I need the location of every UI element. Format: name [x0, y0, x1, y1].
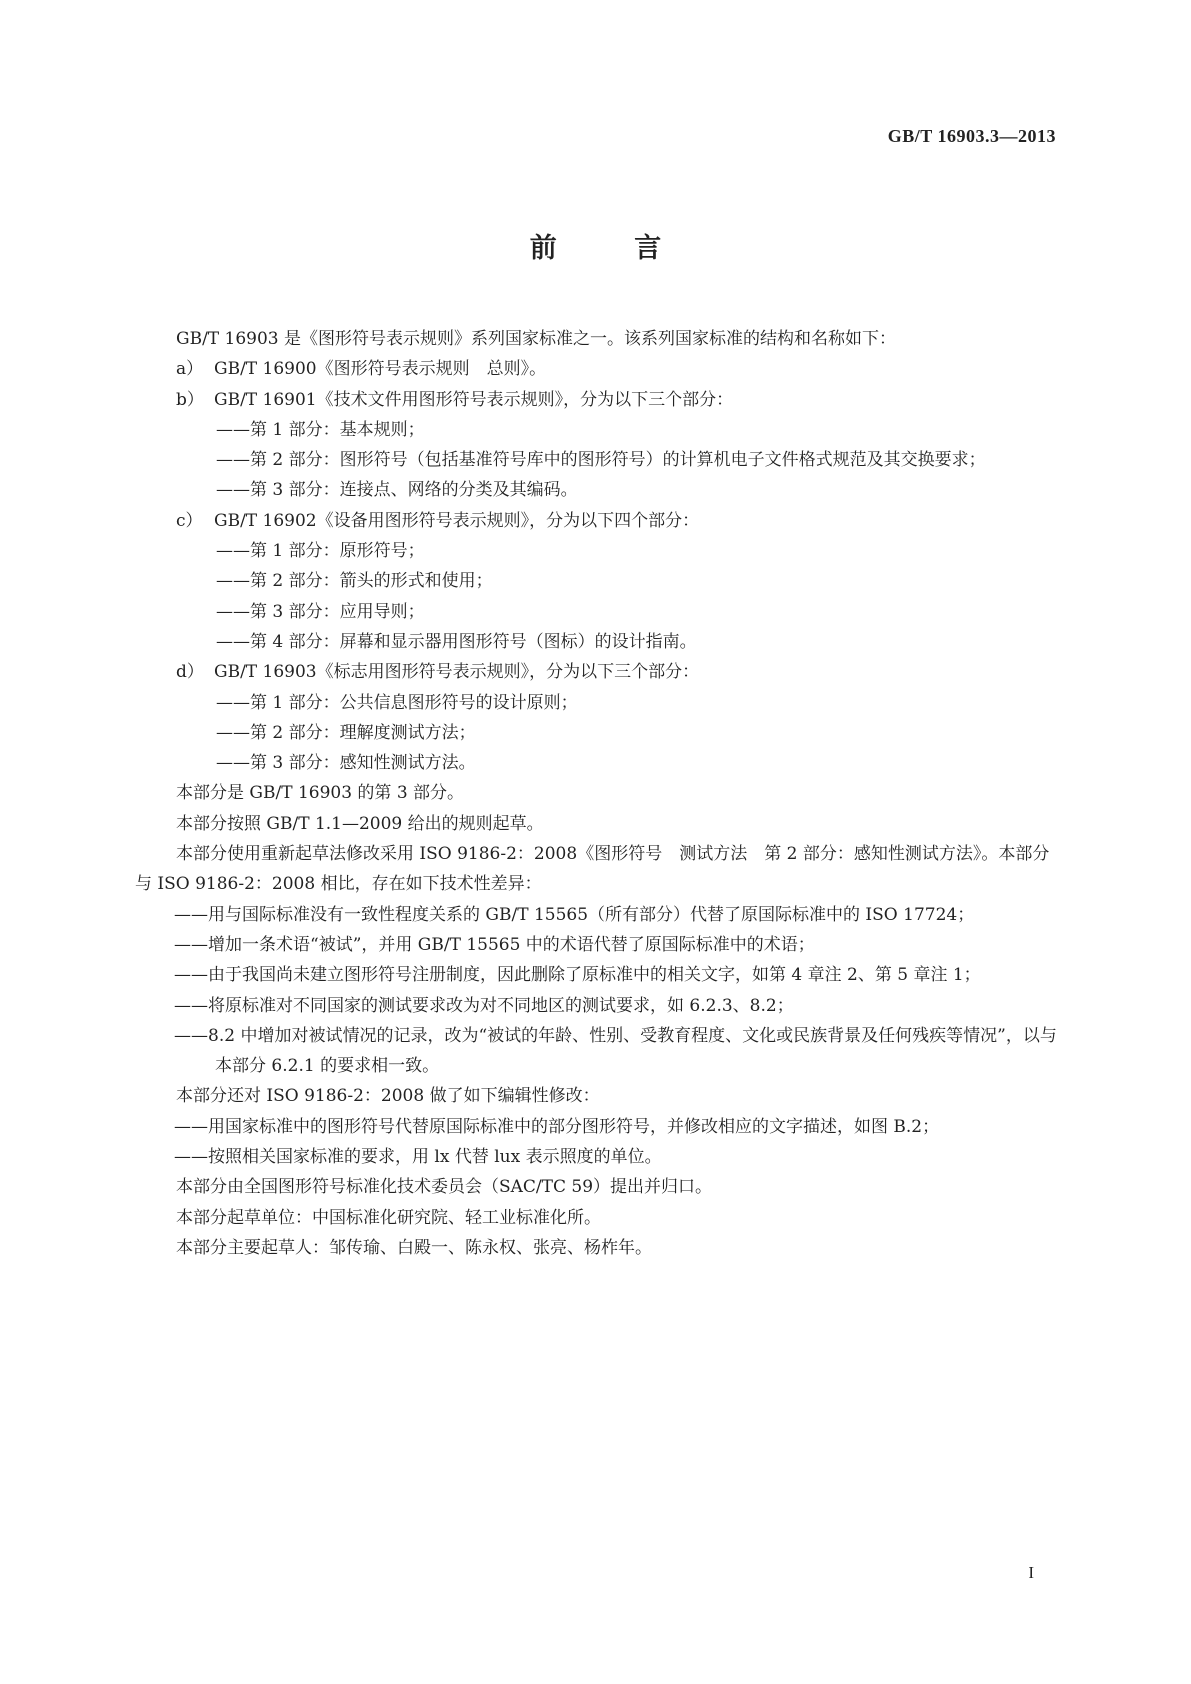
preface-body: [135, 324, 1057, 1263]
part-line: ——第 2 部分：理解度测试方法；: [216, 722, 476, 743]
series-item-d: [135, 657, 1057, 687]
part-line: ——第 1 部分：原形符号；: [216, 541, 425, 562]
series-item-a: [135, 354, 1057, 384]
item-text: GB/T 16902《设备用图形符号表示规则》，分为以下四个部分：: [214, 510, 700, 531]
difference-item: ——增加一条术语“被试”，并用 GB/T 15565 中的术语代替了原国际标准中的术语；: [174, 934, 815, 955]
part-line: ——第 2 部分：箭头的形式和使用；: [216, 571, 493, 592]
drafting-units-paragraph: 本部分起草单位：中国标准化研究院、轻工业标准化所。: [176, 1207, 601, 1228]
drafters-paragraph: 本部分主要起草人：邹传瑜、白殿一、陈永权、张亮、杨柞年。: [176, 1237, 652, 1258]
item-text: GB/T 16903《标志用图形符号表示规则》，分为以下三个部分：: [214, 662, 700, 683]
standard-code: GB/T 16903.3—2013: [887, 126, 1056, 146]
editorial-item: ——用国家标准中的图形符号代替原国际标准中的部分图形符号，并修改相应的文字描述，如图 B.2；: [174, 1116, 940, 1137]
item-label: b）: [176, 389, 204, 410]
series-item-c: [135, 506, 1057, 536]
intro-paragraph: GB/T 16903 是《图形符号表示规则》系列国家标准之一。该系列国家标准的结构和名称如下：: [176, 329, 897, 349]
part-line: ——第 1 部分：公共信息图形符号的设计原则；: [216, 692, 578, 713]
item-label: c）: [176, 510, 203, 531]
difference-item: ——由于我国尚未建立图形符号注册制度，因此删除了原标准中的相关文字，如第 4 章注 2、第 5 章注 1；: [174, 965, 981, 986]
page-title: 前 言: [529, 233, 696, 264]
part-line: ——第 2 部分：图形符号（包括基准符号库中的图形符号）的计算机电子文件格式规范及其交换要求；: [216, 450, 986, 471]
series-item-b: [135, 385, 1057, 415]
part-line: ——第 3 部分：感知性测试方法。: [216, 753, 476, 774]
editorial-paragraph: 本部分还对 ISO 9186-2：2008 做了如下编辑性修改：: [176, 1086, 600, 1107]
difference-item: ——用与国际标准没有一致性程度关系的 GB/T 15565（所有部分）代替了原国际标准中的 ISO 17724；: [174, 904, 975, 925]
item-text: GB/T 16900《图形符号表示规则 总则》。: [214, 359, 547, 380]
item-label: a）: [176, 359, 204, 380]
part-line: ——第 4 部分：屏幕和显示器用图形符号（图标）的设计指南。: [216, 631, 697, 652]
part-line: ——第 3 部分：连接点、网络的分类及其编码。: [216, 480, 578, 501]
part-line: ——第 3 部分：应用导则；: [216, 601, 425, 622]
difference-item: ——8.2 中增加对被试情况的记录，改为“被试的年龄、性别、受教育程度、文化或民族背景及任何残疾等情况”，以与本部分 6.2.1 的要求相一致。: [174, 1025, 1057, 1077]
item-text: GB/T 16901《技术文件用图形符号表示规则》，分为以下三个部分：: [214, 389, 734, 410]
item-label: d）: [176, 662, 204, 683]
difference-item: ——将原标准对不同国家的测试要求改为对不同地区的测试要求，如 6.2.3、8.2；: [174, 995, 794, 1016]
editorial-item: ——按照相关国家标准的要求，用 lx 代替 lux 表示照度的单位。: [174, 1147, 662, 1168]
proposer-paragraph: 本部分由全国图形符号标准化技术委员会（SAC/TC 59）提出并归口。: [176, 1177, 713, 1198]
page-number: I: [1028, 1563, 1034, 1582]
part-line: ——第 1 部分：基本规则；: [216, 419, 425, 440]
part-paragraph: 本部分是 GB/T 16903 的第 3 部分。: [176, 783, 465, 804]
drafting-paragraph: 本部分按照 GB/T 1.1—2009 给出的规则起草。: [176, 813, 544, 834]
adoption-paragraph: 本部分使用重新起草法修改采用 ISO 9186-2：2008《图形符号 测试方法 第 2 部分：感知性测试方法》。本部分与 ISO 9186-2：2008 相比，存在如下技术性差异：: [135, 844, 1050, 895]
